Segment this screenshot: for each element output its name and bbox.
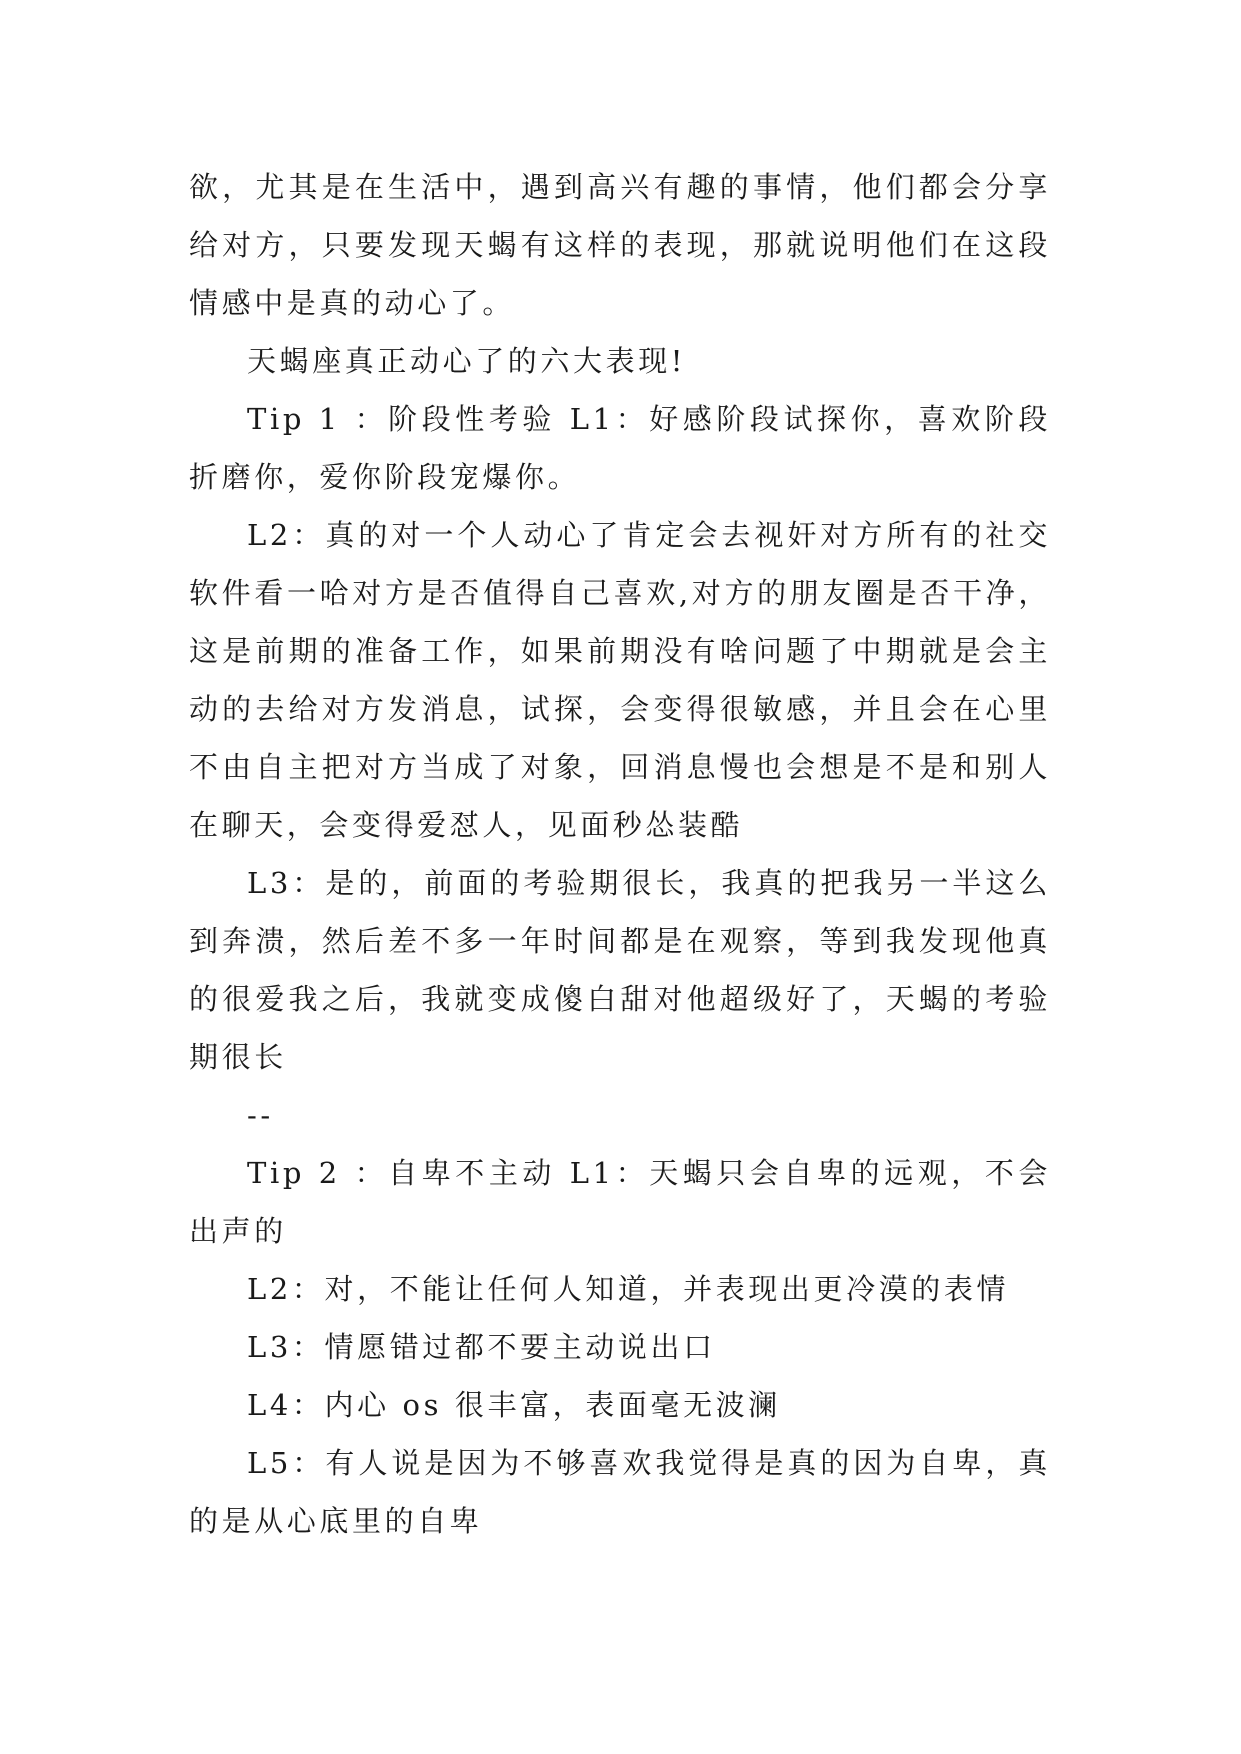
paragraph-tip2-l2: L2：对，不能让任何人知道，并表现出更冷漠的表情	[247, 1272, 1010, 1306]
paragraph-separator: --	[247, 1098, 274, 1132]
paragraph-continuation: 欲，尤其是在生活中，遇到高兴有趣的事情，他们都会分享给对方，只要发现天蝎有这样的表现，那就说明他们在这段情感中是真的动心了。	[189, 170, 1051, 320]
document-body	[189, 158, 1051, 1550]
paragraph-tip1-l1: Tip 1 ：阶段性考验 L1：好感阶段试探你，喜欢阶段折磨你，爱你阶段宠爆你。	[189, 402, 1051, 494]
paragraph-tip2-l5: L5：有人说是因为不够喜欢我觉得是真的因为自卑，真的是从心底里的自卑	[189, 1446, 1051, 1538]
paragraph-heading: 天蝎座真正动心了的六大表现!	[247, 344, 687, 378]
paragraph-tip2-l1: Tip 2 ：自卑不主动 L1：天蝎只会自卑的远观，不会出声的	[189, 1156, 1051, 1248]
paragraph-tip2-l3: L3：情愿错过都不要主动说出口	[247, 1330, 716, 1364]
paragraph-tip1-l2: L2：真的对一个人动心了肯定会去视奸对方所有的社交软件看一哈对方是否值得自己喜欢,对方的朋友圈是否干净，这是前期的准备工作，如果前期没有啥问题了中期就是会主动的去给对方发消息，试探，会变得很敏感，并且会在心里不由自主把对方当成了对象，回消息慢也会想是不是和别人在聊天，会变得爱怼人，见面秒怂装酷	[189, 518, 1051, 842]
paragraph-tip1-l3: L3：是的，前面的考验期很长，我真的把我另一半这么到奔溃，然后差不多一年时间都是在观察，等到我发现他真的很爱我之后，我就变成傻白甜对他超级好了，天蝎的考验期很长	[189, 866, 1051, 1074]
paragraph-tip2-l4: L4：内心 os 很丰富，表面毫无波澜	[247, 1388, 781, 1422]
